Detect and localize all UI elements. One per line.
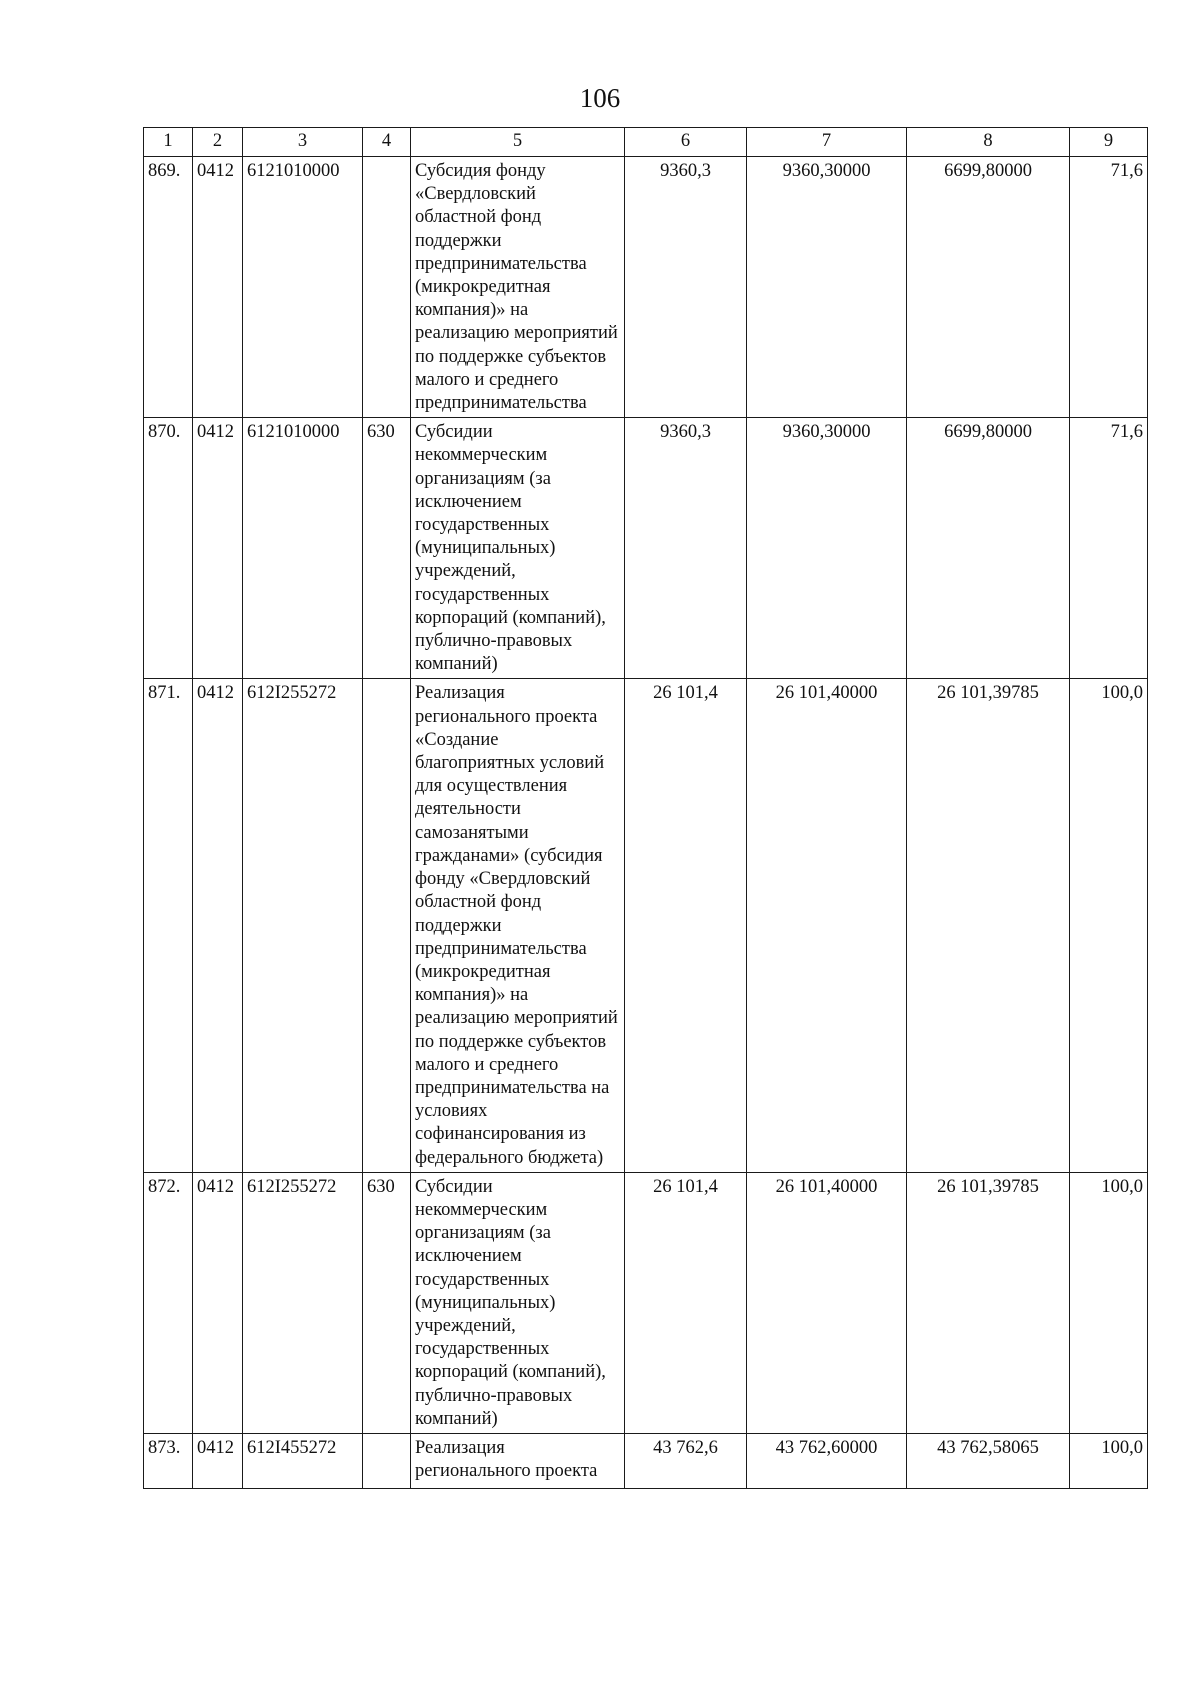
section-code: 0412 [193,418,243,679]
target-code: 612I255272 [243,1172,363,1433]
target-code: 612I255272 [243,679,363,1172]
section-code: 0412 [193,679,243,1172]
budget-table [143,127,1148,1489]
header-cell: 8 [907,128,1070,157]
table-row [144,679,1148,1172]
amount-col8: 26 101,39785 [907,1172,1070,1433]
percent-col9: 100,0 [1070,1433,1148,1488]
section-code: 0412 [193,1172,243,1433]
amount-col7: 9360,30000 [747,418,907,679]
item-name: Реализация регионального проекта [411,1433,625,1488]
amount-col6: 26 101,4 [625,679,747,1172]
item-name: Субсидии некоммерческим организациям (за исключением государственных (муниципальных) учреждений, государственных корпораций (компаний), публично-правовых компаний) [411,1172,625,1433]
expense-type-code: 630 [363,418,411,679]
row-number: 873. [144,1433,193,1488]
expense-type-code [363,679,411,1172]
amount-col6: 9360,3 [625,157,747,418]
header-cell: 2 [193,128,243,157]
header-row [144,128,1148,157]
header-cell: 6 [625,128,747,157]
table-row [144,157,1148,418]
amount-col8: 43 762,58065 [907,1433,1070,1488]
row-number: 869. [144,157,193,418]
page-number: 106 [579,83,621,113]
row-number: 870. [144,418,193,679]
header-cell: 3 [243,128,363,157]
header-cell: 5 [411,128,625,157]
amount-col7: 9360,30000 [747,157,907,418]
percent-col9: 100,0 [1070,1172,1148,1433]
percent-col9: 100,0 [1070,679,1148,1172]
row-number: 871. [144,679,193,1172]
header-cell: 9 [1070,128,1148,157]
percent-col9: 71,6 [1070,157,1148,418]
amount-col7: 26 101,40000 [747,679,907,1172]
target-code: 6121010000 [243,418,363,679]
expense-type-code: 630 [363,1172,411,1433]
expense-type-code [363,1433,411,1488]
item-name: Реализация регионального проекта «Создание благоприятных условий для осуществления деятельности самозанятыми гражданами» (субсидия фонду «Свердловский областной фонд поддержки предпринимательства (микрокредитная компания)» на реализацию мероприятий по поддержке субъектов малого и среднего предпринимательства на условиях софинансирования из федерального бюджета) [411,679,625,1172]
amount-col7: 43 762,60000 [747,1433,907,1488]
item-name: Субсидии некоммерческим организациям (за исключением государственных (муниципальных) учреждений, государственных корпораций (компаний), публично-правовых компаний) [411,418,625,679]
percent-col9: 71,6 [1070,418,1148,679]
row-number: 872. [144,1172,193,1433]
table-row [144,418,1148,679]
expense-type-code [363,157,411,418]
target-code: 612I455272 [243,1433,363,1488]
table-row [144,1433,1148,1488]
amount-col7: 26 101,40000 [747,1172,907,1433]
item-name: Субсидия фонду «Свердловский областной фонд поддержки предпринимательства (микрокредитная компания)» на реализацию мероприятий по поддержке субъектов малого и среднего предпринимательства [411,157,625,418]
table-row [144,1172,1148,1433]
amount-col6: 9360,3 [625,418,747,679]
amount-col8: 6699,80000 [907,157,1070,418]
section-code: 0412 [193,157,243,418]
target-code: 6121010000 [243,157,363,418]
amount-col8: 6699,80000 [907,418,1070,679]
amount-col6: 26 101,4 [625,1172,747,1433]
amount-col8: 26 101,39785 [907,679,1070,1172]
section-code: 0412 [193,1433,243,1488]
header-cell: 1 [144,128,193,157]
amount-col6: 43 762,6 [625,1433,747,1488]
header-cell: 4 [363,128,411,157]
header-cell: 7 [747,128,907,157]
